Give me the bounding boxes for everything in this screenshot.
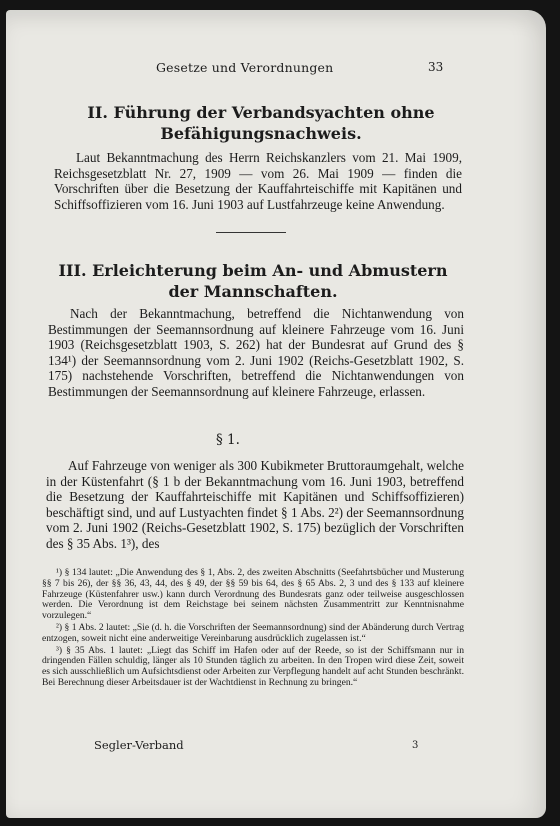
running-title: Gesetze und Verordnungen [156, 60, 334, 75]
section-divider [216, 232, 286, 233]
footnote-1: ¹) § 134 lautet: „Die Anwendung des § 1, Abs. 2, des zweiten Abschnitts (Seefahrtsbücher und Musterung §§ 7 bis 26), der §§ 36, 43, 44, des § 49, der §§ 59 bis 64, des § 65 Abs. 2, 3 und des § 133 auf kleinere Fahrzeuge (Küstenfahrer usw.) kann durch Verordnung des Bundesrats ganz oder teilweise ausgeschlossen werden. Die Verordnung ist dem Reichstage bei seinem nächsten Zusammentritt zur Kenntnisnahme vorzulegen.“ [42, 567, 464, 622]
footer-signature-mark: 3 [412, 740, 419, 751]
section-2-title-line-1: II. Führung der Verbandsyachten ohne [87, 103, 435, 122]
footnote-2: ²) § 1 Abs. 2 lautet: „Sie (d. h. die Vorschriften der Seemannsordnung) sind der Abänderung durch Vertrag entzogen, soweit nicht eine anderweitige Vereinbarung ausdrücklich zugelassen ist.“ [42, 621, 464, 644]
footnotes [42, 568, 464, 690]
section-2-title-line-2: Befähigungsnachweis. [160, 124, 362, 143]
section-3-title-line-2: der Mannschaften. [168, 282, 338, 301]
footnote-3: ³) § 35 Abs. 1 lautet: „Liegt das Schiff im Hafen oder auf der Reede, so ist der Schiffsmann nur in dringenden Fällen schuldig, länger als 10 Stunden täglich zu arbeiten. In den Tropen wird diese Zeit, soweit es sich ausschließlich um Aufsichtsdienst oder Arbeiten zur Verpflegung handelt auf acht Stunden beschränkt. Bei Berechnung dieser Arbeitsdauer ist der Wachtdienst in Rechnung zu bringen.“ [42, 644, 464, 688]
paragraph-1-body [46, 458, 464, 552]
section-2-title [76, 102, 446, 144]
section-3-title [58, 260, 448, 302]
book-page [6, 10, 546, 818]
section-2-paragraph: Laut Bekanntmachung des Herrn Reichskanzlers vom 21. Mai 1909, Reichsgesetzblatt Nr. 27, 1909 — vom 26. Mai 1909 — finden die Vorschriften über die Besetzung der Kauffahrteischiffe mit Kapitänen und Schiffsoffizieren vom 16. Juni 1903 auf Lustfahrzeuge keine Anwendung. [54, 150, 462, 212]
page-number: 33 [428, 60, 444, 74]
footer-publisher: Segler-Verband [94, 738, 184, 752]
section-3-body [48, 306, 464, 400]
section-2-body [54, 150, 462, 212]
paragraph-1-heading: § 1. [216, 432, 240, 448]
paragraph-1-text: Auf Fahrzeuge von weniger als 300 Kubikmeter Bruttoraumgehalt, welche in der Küstenfahrt (§ 1 b der Bekanntmachung vom 16. Juni 1903, betreffend die Besetzung der Kauffahrteischiffe mit Kapitänen und Schiffsoffizieren) beschäftigt sind, und auf Lustyachten findet § 1 Abs. 2²) der Seemannsordnung vom 2. Juni 1902 (Reichs-Gesetzblatt 1902, S. 175) bezüglich der Vorschriften des § 35 Abs. 1³), des [46, 458, 464, 551]
section-3-paragraph: Nach der Bekanntmachung, betreffend die Nichtanwendung von Bestimmungen der Seemannsordnung auf kleinere Fahrzeuge vom 16. Juni 1903 (Reichsgesetzblatt 1903, S. 262) hat der Bundesrat auf Grund des § 134¹) der Seemannsordnung vom 2. Juni 1902 (Reichs-Gesetzblatt 1902, S. 175) nachstehende Vorschriften, betreffend die Nichtanwendungen von Bestimmungen der Seemannsordnung auf kleinere Fahrzeuge, erlassen. [48, 306, 464, 399]
section-3-title-line-1: III. Erleichterung beim An- und Abmustern [58, 261, 448, 280]
